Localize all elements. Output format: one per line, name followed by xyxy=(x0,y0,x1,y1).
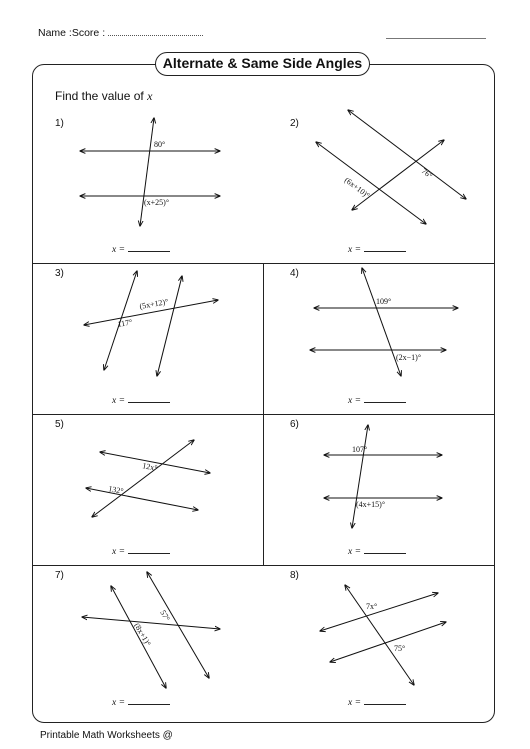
diagram-2-parallel-line-b xyxy=(316,142,426,224)
angle-label-5a: 12x° xyxy=(141,461,159,473)
diagram-5-parallel-line-b xyxy=(86,488,198,510)
diagram-8-parallel-line-a xyxy=(320,593,438,631)
angle-label-1b: (x+25)° xyxy=(144,198,170,207)
problem-number-2: 2) xyxy=(290,118,299,129)
problem-number-3: 3) xyxy=(55,268,64,279)
answer-label: x = xyxy=(348,396,362,406)
problem-number-5: 5) xyxy=(55,419,64,430)
answer-label: x = xyxy=(112,245,126,255)
angle-label-7b: (8x+1)° xyxy=(132,621,153,648)
angle-label-1a: 80° xyxy=(154,140,166,149)
diagram-5-transversal xyxy=(92,440,194,517)
diagram-7-parallel-line-b xyxy=(147,572,209,678)
worksheet-title: Alternate & Same Side Angles xyxy=(155,52,370,76)
diagram-8-transversal xyxy=(345,585,414,685)
angle-label-3b: 117° xyxy=(116,317,134,329)
answer-label: x = xyxy=(112,698,126,708)
answer-label: x = xyxy=(112,547,126,557)
instruction-variable: x xyxy=(147,89,153,103)
answer-label: x = xyxy=(348,698,362,708)
angle-label-2a: 76° xyxy=(419,166,435,181)
instruction-text: Find the value of xyxy=(55,89,148,103)
score-label: Score : xyxy=(71,27,106,39)
name-label: Name : xyxy=(38,27,72,39)
problem-number-6: 6) xyxy=(290,419,299,430)
answer-label: x = xyxy=(348,547,362,557)
angle-label-4b: (2x−1)° xyxy=(396,353,422,362)
angle-label-8a: 7x° xyxy=(366,602,378,611)
footer-text: Printable Math Worksheets @ xyxy=(40,730,173,741)
angle-label-6b: (4x+15)° xyxy=(356,500,386,509)
diagram-8-parallel-line-b xyxy=(330,622,446,662)
problem-number-7: 7) xyxy=(55,570,64,581)
answer-label: x = xyxy=(112,396,126,406)
problem-number-8: 8) xyxy=(290,570,299,581)
diagram-7-parallel-line-a xyxy=(111,586,166,688)
problem-number-1: 1) xyxy=(55,118,64,129)
angle-label-8b: 75° xyxy=(394,644,406,653)
angle-label-3a: (5x+12)° xyxy=(138,297,169,311)
angle-label-7a: 57° xyxy=(158,608,172,623)
diagram-6-transversal xyxy=(352,425,368,528)
diagram-1-transversal xyxy=(140,118,154,226)
angle-label-4a: 109° xyxy=(376,297,392,306)
angle-label-5b: 132° xyxy=(107,484,125,496)
diagram-2-parallel-line-a xyxy=(348,110,466,199)
diagram-7-transversal xyxy=(82,617,220,629)
angle-label-6a: 107° xyxy=(352,445,368,454)
problem-number-4: 4) xyxy=(290,268,299,279)
answer-label: x = xyxy=(348,245,362,255)
angle-label-2b: (6x+10)° xyxy=(342,175,372,201)
diagram-3-parallel-line-b xyxy=(157,276,182,376)
